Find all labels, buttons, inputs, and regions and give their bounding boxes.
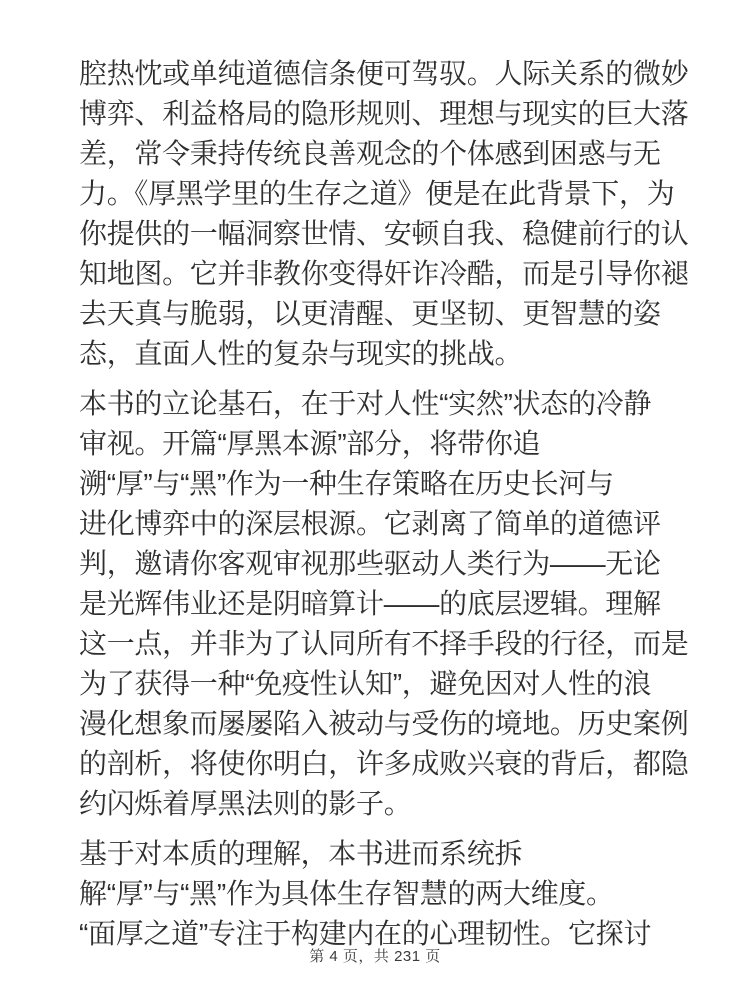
text-line: 为了获得一种“免疫性认知”，避免因对人性的浪 bbox=[79, 668, 652, 699]
text-line: 约闪烁着厚黑法则的影子。 bbox=[79, 788, 412, 819]
document-body bbox=[79, 54, 699, 964]
page-number-indicator: 第 4 页，共 231 页 bbox=[309, 948, 441, 965]
text-line: 解“厚”与“黑”作为具体生存智慧的两大维度。 bbox=[79, 878, 614, 909]
paragraph-1 bbox=[79, 54, 699, 374]
text-line: 差，常令秉持传统良善观念的个体感到困惑与无 bbox=[79, 138, 661, 169]
page-footer bbox=[0, 946, 750, 968]
text-line: 去天真与脆弱，以更清醒、更坚韧、更智慧的姿 bbox=[79, 298, 661, 329]
text-line: 溯“厚”与“黑”作为一种生存策略在历史长河与 bbox=[79, 468, 614, 499]
text-line: 腔热忱或单纯道德信条便可驾驭。人际关系的微妙 bbox=[79, 58, 689, 89]
text-line: 进化博弈中的深层根源。它剥离了简单的道德评 bbox=[79, 508, 661, 539]
text-line: 是光辉伟业还是阴暗算计——的底层逻辑。理解 bbox=[79, 588, 661, 619]
text-line: 基于对本质的理解，本书进而系统拆 bbox=[79, 838, 523, 869]
paragraph-2 bbox=[79, 384, 699, 824]
text-line: 力。《厚黑学里的生存之道》便是在此背景下，为 bbox=[79, 178, 675, 209]
text-line: “面厚之道”专注于构建内在的心理韧性。它探讨 bbox=[79, 918, 652, 949]
text-line: 态，直面人性的复杂与现实的挑战。 bbox=[79, 338, 523, 369]
text-line: 判，邀请你客观审视那些驱动人类行为——无论 bbox=[79, 548, 661, 579]
paragraph-3 bbox=[79, 834, 699, 954]
text-line: 这一点，并非为了认同所有不择手段的行径，而是 bbox=[79, 628, 689, 659]
text-line: 的剖析，将使你明白，许多成败兴衰的背后，都隐 bbox=[79, 748, 689, 779]
text-line: 你提供的一幅洞察世情、安顿自我、稳健前行的认 bbox=[79, 218, 689, 249]
text-line: 本书的立论基石，在于对人性“实然”状态的冷静 bbox=[79, 388, 652, 419]
text-line: 博弈、利益格局的隐形规则、理想与现实的巨大落 bbox=[79, 98, 689, 129]
text-line: 漫化想象而屡屡陷入被动与受伤的境地。历史案例 bbox=[79, 708, 689, 739]
text-line: 知地图。它并非教你变得奸诈冷酷，而是引导你褪 bbox=[79, 258, 689, 289]
text-line: 审视。开篇“厚黑本源”部分，将带你追 bbox=[79, 428, 541, 459]
